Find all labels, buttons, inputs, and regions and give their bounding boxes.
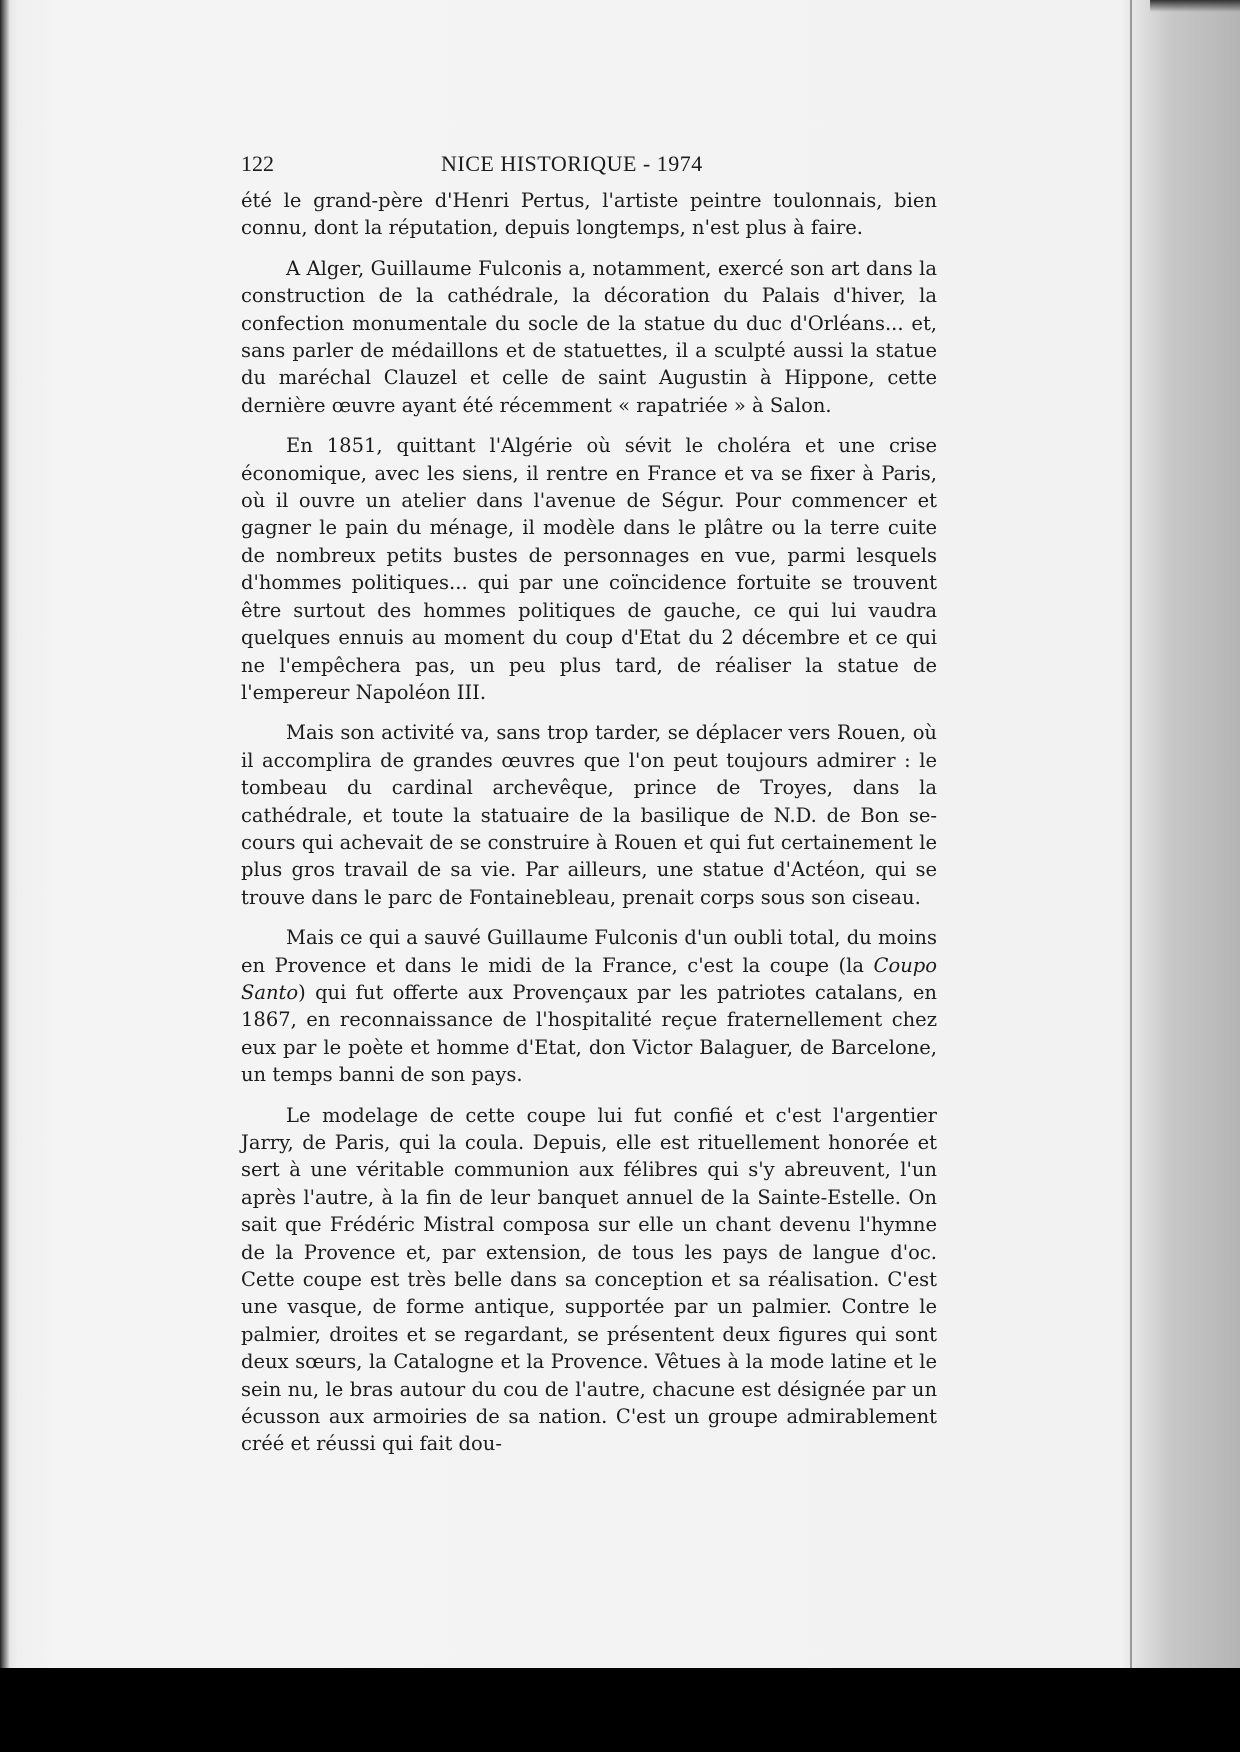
paragraph-3: En 1851, quittant l'Algérie où sévit le choléra et une crise économique, avec les siens, il rentre en France et va se fixer à Paris, où il ouvre un atelier dans l'avenue de Ségur. Pour commencer et gagner le pain du ménage, il modèle dans le plâtre ou la terre cuite de nombreux petits bustes de personnages en vue, parmi lesquels d'hommes politiques... qui par une coïncidence fortuite se trouvent être surtout des hommes politiques de gauche, ce qui lui vaudra quelques ennuis au moment du coup d'Etat du 2 décembre et ce qui ne l'empêchera pas, un peu plus tard, de réaliser la statue de l'empereur Napoléon III.: [241, 434, 937, 704]
paragraph-5-text-after: ) qui fut offerte aux Provençaux par les patriotes catalans, en 1867, en reconnaissance de l'hospitalité reçue fraternellement chez eux par le poète et homme d'Etat, don Victor Balaguer, de Barcelone, un temps banni de son pays.: [241, 980, 937, 1087]
paragraph-5-text-before: Mais ce qui a sauvé Guillaume Fulconis d'un oubli total, du moins en Provence et dans le midi de la France, c'est la coupe (la: [241, 926, 937, 977]
page-text: [241, 150, 937, 1471]
binding-shadow: [0, 0, 10, 1668]
running-title: NICE HISTORIQUE - 1974: [441, 151, 703, 176]
paragraph-5: [241, 924, 937, 1088]
running-header: [241, 150, 937, 180]
scan-edge-shadow: [1150, 0, 1240, 12]
page-edge-line: [1130, 0, 1132, 1668]
paragraph-4: Mais son activité va, sans trop tarder, se déplacer vers Rouen, où il accomplira de grandes œuvres que l'on peut toujours admirer : le tombeau du cardinal archevêque, prince de Troyes, dans la cathédrale, et toute la statuaire de la basilique de N.D. de Bon secours qui achevait de se construire à Rouen et qui fut certainement le plus gros travail de sa vie. Par ailleurs, une statue d'Actéon, qui se trouve dans le parc de Fontainebleau, prenait corps sous son ciseau.: [241, 721, 937, 909]
paragraph-2: A Alger, Guillaume Fulconis a, notamment, exercé son art dans la construction de la cathédrale, la décoration du Palais d'hiver, la confection monumentale du socle de la statue du duc d'Orléans... et, sans parler de médaillons et de statuettes, il a sculpté aussi la statue du maréchal Clauzel et celle de saint Augustin à Hippone, cette dernière œuvre ayant été récemment « rapatriée » à Salon.: [241, 256, 937, 417]
coupo-santo-title: Coupo Santo: [241, 953, 937, 1004]
scan-black-border: [0, 1668, 1240, 1752]
paragraph-6: Le modelage de cette coupe lui fut confié et c'est l'argentier Jarry, de Paris, qui la coula. Depuis, elle est rituellement honorée et sert à une véritable communion aux félibres qui s'y abreuvent, l'un après l'autre, à la fin de leur banquet annuel de la Sainte-Estelle. On sait que Frédéric Mistral composa sur elle un chant devenu l'hymne de la Provence et, par extension, de tous les pays de langue d'oc. Cette coupe est très belle dans sa conception et sa réalisation. C'est une vasque, de forme antique, supportée par un palmier. Contre le palmier, droites et se regardant, se présentent deux figures qui sont deux sœurs, la Catalogne et la Provence. Vêtues à la mode latine et le sein nu, le bras autour du cou de l'autre, chacune est désignée par un écusson aux armoiries de sa nation. C'est un groupe admirablement créé et réussi qui fait dou-: [241, 1103, 937, 1456]
page-number: 122: [241, 151, 274, 176]
paragraph-1: été le grand-père d'Henri Pertus, l'artiste peintre toulonnais, bien connu, dont la réputation, depuis longtemps, n'est plus à faire.: [241, 189, 937, 240]
